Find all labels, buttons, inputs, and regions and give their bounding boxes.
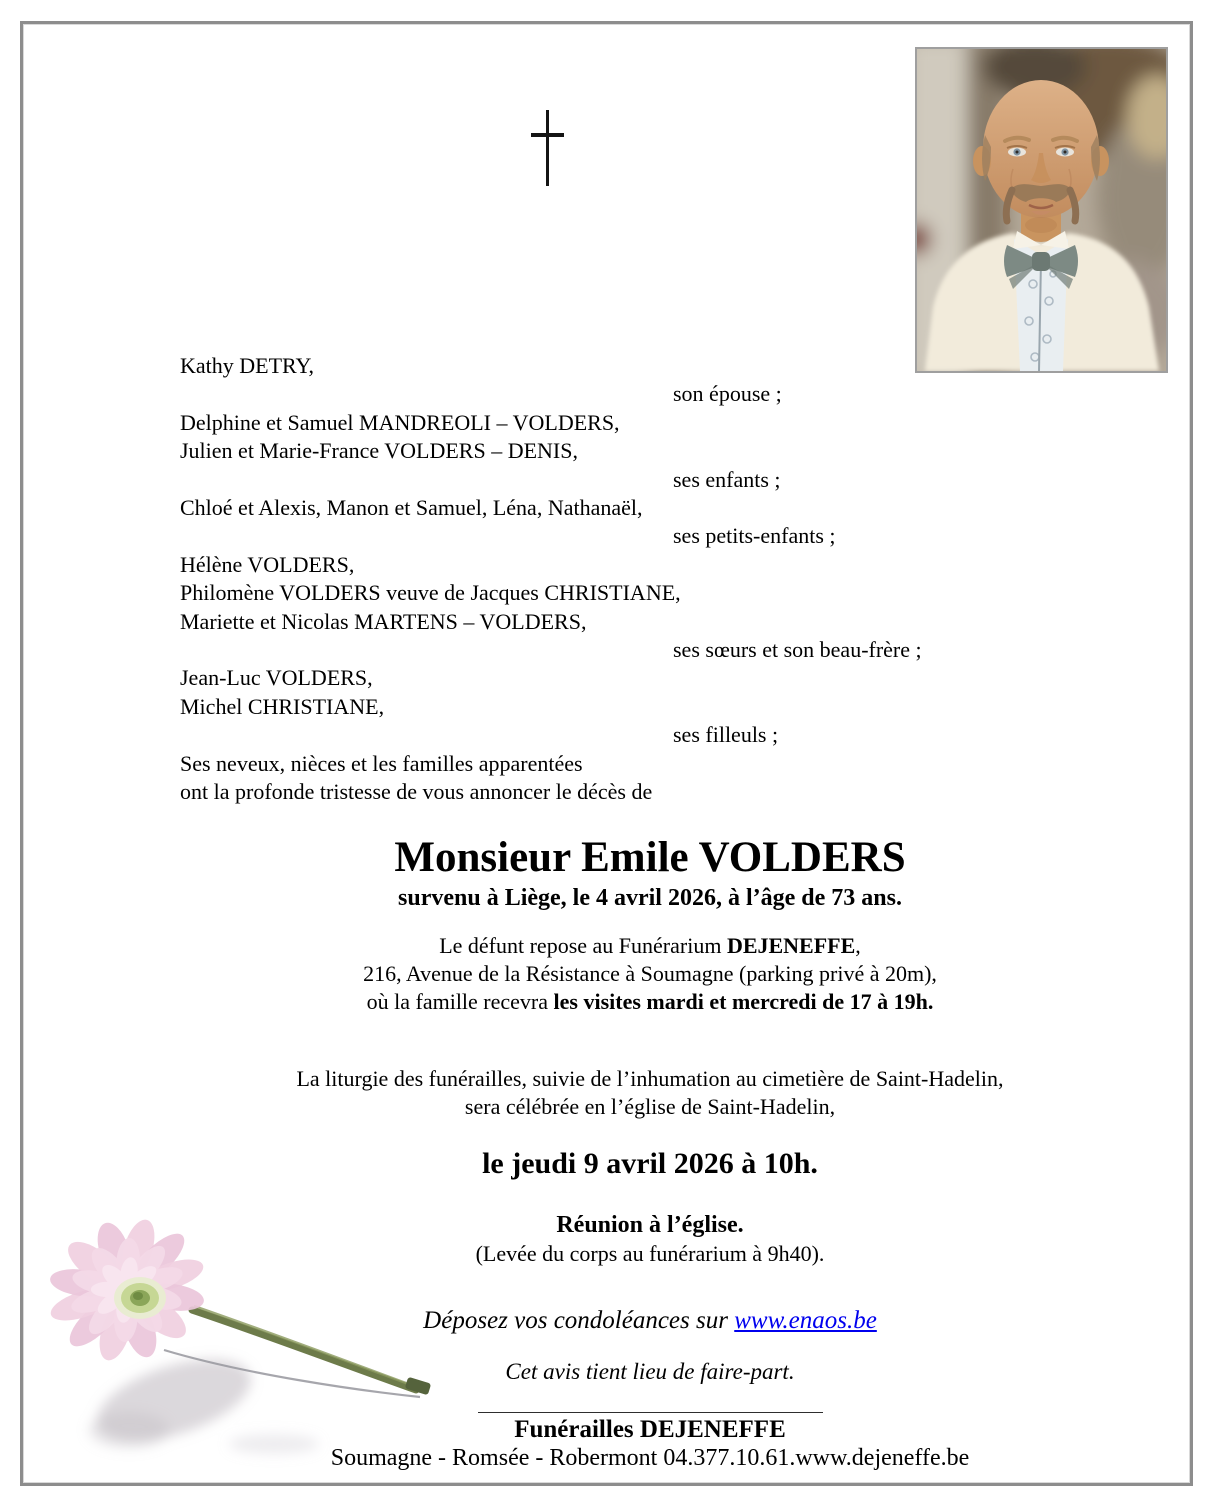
ceremony-date-line: le jeudi 9 avril 2026 à 10h. (482, 1146, 818, 1180)
family-line: Delphine et Samuel MANDREOLI – VOLDERS, (180, 409, 620, 435)
announcement-body (180, 352, 1120, 1472)
levee-line: (Levée du corps au funérarium à 9h40). (475, 1240, 825, 1266)
repose-line-2: 216, Avenue de la Résistance à Soumagne (parking privé à 20m), (363, 960, 937, 986)
cross-horizontal-bar (531, 133, 564, 137)
notice-line: Cet avis tient lieu de faire-part. (505, 1358, 795, 1384)
meeting-line: Réunion à l’église. (556, 1211, 744, 1238)
family-line: Jean-Luc VOLDERS, (180, 665, 373, 691)
family-line: Hélène VOLDERS, (180, 551, 355, 577)
relation-line: ses filleuls ; (673, 722, 779, 748)
condolences-link[interactable]: www.enaos.be (734, 1306, 877, 1334)
repose-line-1 (180, 932, 1120, 960)
relation-line: ses enfants ; (673, 466, 781, 492)
family-line: Philomène VOLDERS veuve de Jacques CHRISTIANE, (180, 580, 681, 606)
family-line: Michel CHRISTIANE, (180, 693, 385, 719)
family-line: Kathy DETRY, (180, 353, 315, 378)
footer-divider (478, 1412, 823, 1413)
repose-line-3-text: où la famille recevra (366, 989, 554, 1015)
funeral-home-title: Funérailles DEJENEFFE (514, 1416, 786, 1444)
repose-line-1-tail: , (855, 932, 861, 958)
family-line: ont la profonde tristesse de vous annoncer le décès de (180, 779, 653, 805)
liturgy-line-2: sera célébrée en l’église de Saint-Hadelin, (464, 1094, 836, 1120)
condolences-line (180, 1306, 1120, 1336)
family-line: Julien et Marie-France VOLDERS – DENIS, (180, 438, 578, 464)
death-details-line: survenu à Liège, le 4 avril 2026, à l’âge de 73 ans. (398, 884, 902, 911)
funeral-home-contact: Soumagne - Romsée - Robermont 04.377.10.61.www.dejeneffe.be (330, 1445, 970, 1472)
funeral-home-name-bold: DEJENEFFE (726, 932, 856, 958)
relation-line: ses petits-enfants ; (673, 523, 836, 549)
condolences-text: Déposez vos condoléances sur (423, 1306, 735, 1334)
cross-icon (531, 110, 564, 186)
repose-line-1-text: Le défunt repose au Funérarium (439, 932, 727, 958)
deceased-name-title: Monsieur Emile VOLDERS (394, 833, 906, 881)
cross-vertical-bar (546, 110, 549, 186)
family-line: Chloé et Alexis, Manon et Samuel, Léna, Nathanaël, (180, 495, 643, 521)
liturgy-line-1: La liturgie des funérailles, suivie de l’inhumation au cimetière de Saint-Hadelin, (296, 1065, 1004, 1091)
family-line: Mariette et Nicolas MARTENS – VOLDERS, (180, 608, 587, 634)
relation-line: ses sœurs et son beau-frère ; (673, 637, 922, 663)
repose-line-3 (180, 988, 1120, 1016)
deceased-photo (915, 47, 1168, 373)
visit-hours-bold: les visites mardi et mercredi de 17 à 19h. (553, 989, 934, 1015)
relation-line: son épouse ; (673, 381, 782, 407)
family-line: Ses neveux, nièces et les familles apparentées (180, 750, 583, 776)
deceased-portrait-illustration (917, 49, 1166, 371)
